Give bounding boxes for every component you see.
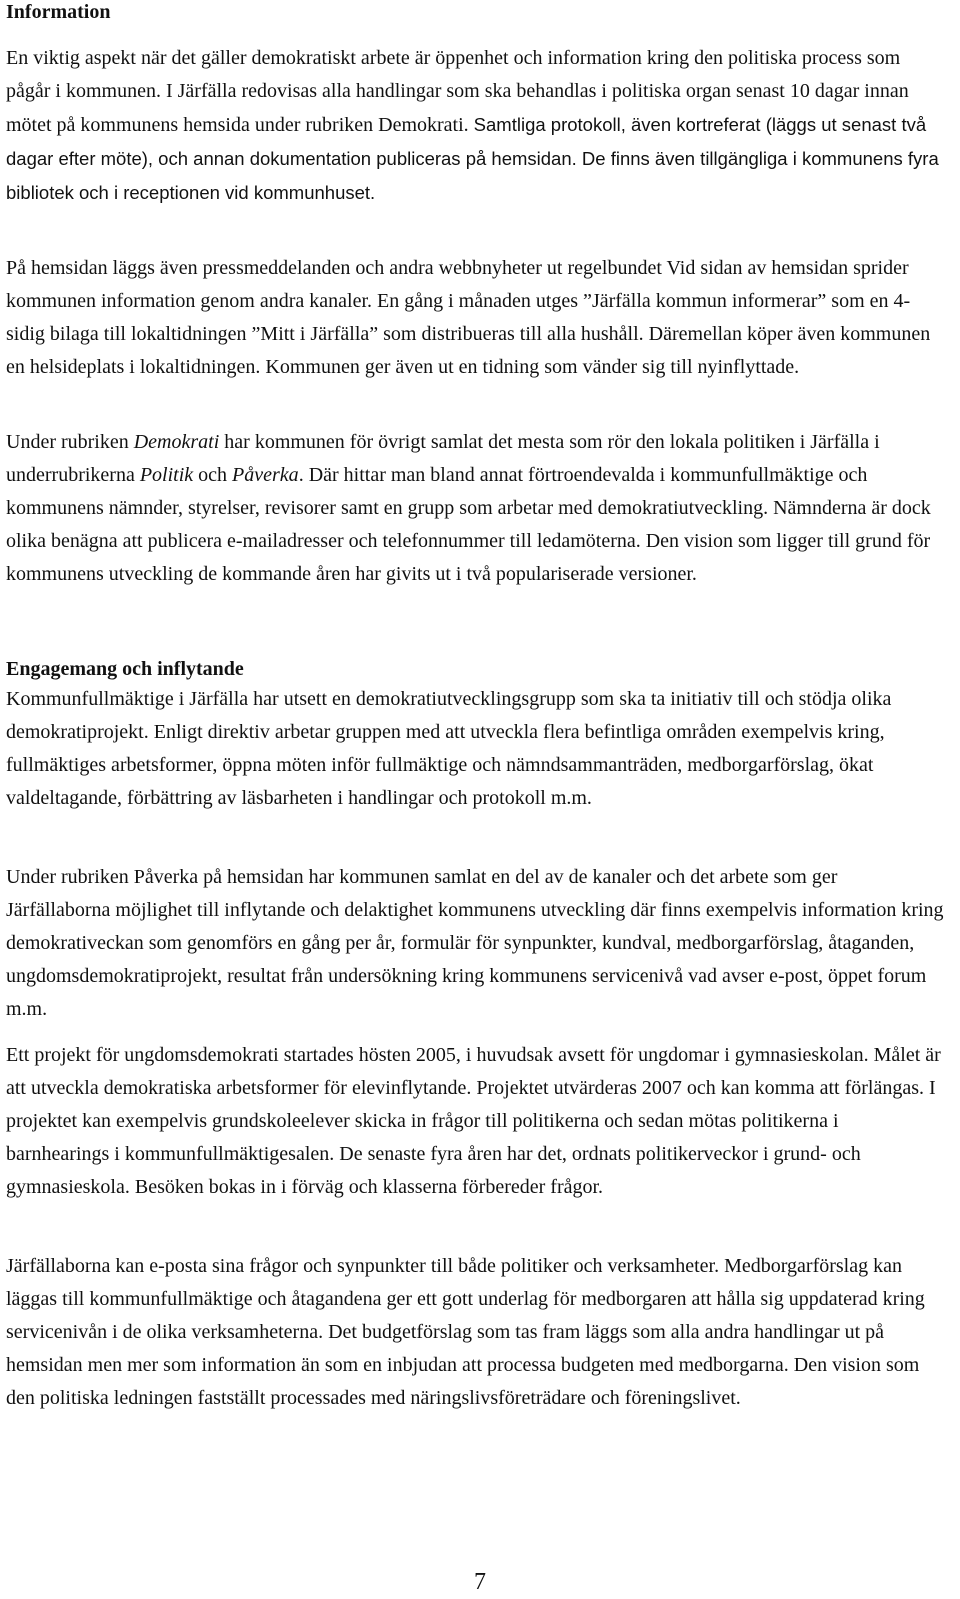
text-fragment: och: [193, 464, 233, 486]
paragraph-press-releases: På hemsidan läggs även pressmeddelanden och andra webbnyheter ut regelbundet Vid sidan av hemsidan sprider kommunen information genom andra kanaler. En gång i månaden utges ”Järfälla kommun informerar” som en 4-sidig bilaga till lokaltidningen ”Mitt i Järfälla” som distribueras till alla hushåll. Däremellan köper även kommunen en helsideplats i lokaltidningen. Kommunen ger även ut en tidning som vänder sig till nyinflyttade.: [6, 257, 931, 378]
page-number: 7: [474, 1569, 486, 1595]
paragraph-demokratiutvecklingsgrupp: Kommunfullmäktige i Järfälla har utsett en demokratiutvecklingsgrupp som ska ta initiativ till och stödja olika demokratiprojekt. Enligt direktiv arbetar gruppen med att utveckla flera befintliga områden exempelvis kring, fullmäktiges arbetsformer, öppna möten inför fullmäktige och nämndsammanträden, medborgarförslag, ökat valdeltagande, förbättring av läsbarheten i handlingar och protokoll m.m.: [6, 688, 892, 809]
paragraph-paverka-section: Under rubriken Påverka på hemsidan har kommunen samlat en del av de kanaler och det arbete som ger Järfällaborna möjlighet till inflytande och delaktighet kommunens utveckling där finns exempelvis information kring demokrativeckan som genomförs en gång per år, formulär för synpunkter, kundval, medborgarförslag, åtaganden, ungdomsdemokratiprojekt, resultat från undersökning kring kommunens servicenivå vad avser e-post, öppet forum m.m.: [6, 866, 944, 1020]
heading-engagemang: Engagemang och inflytande: [6, 658, 244, 680]
emphasis-demokrati: Demokrati: [133, 431, 220, 453]
emphasis-politik: Politik: [139, 464, 194, 486]
heading-information: Information: [6, 1, 111, 23]
paragraph-information-intro: [6, 42, 946, 210]
emphasis-paverka: Påverka: [232, 464, 299, 486]
paragraph-information-protocols-text: Samtliga protokoll, även kortreferat (läggs ut senast två dagar efter möte), och annan dokumentation publiceras på hemsidan. De finns även tillgängliga i kommunens fyra bibliotek och i receptionen vid kommunhuset.: [6, 114, 939, 203]
text-fragment: Under rubriken: [6, 431, 134, 453]
paragraph-ungdomsdemokrati: Ett projekt för ungdomsdemokrati startades hösten 2005, i huvudsak avsett för ungdomar i gymnasieskolan. Målet är att utveckla demokratiska arbetsformer för elevinflytande. Projektet utvärderas 2007 och kan komma att förlängas. I projektet kan exempelvis grundskoleelever skicka in frågor till politikerna och sedan mötas politikerna i barnhearings i kommunfullmäktigesalen. De senaste fyra åren har det, ordnats politikerveckor i grund- och gymnasieskola. Besöken bokas in i förväg och klasserna förbereder frågor.: [6, 1044, 941, 1198]
paragraph-information-intro-text: En viktig aspekt när det gäller demokratiskt arbete är öppenhet och information kring den politiska process som pågår i kommunen. I Järfälla redovisas alla handlingar som ska behandlas i politiska organ senast 10 dagar innan mötet på kommunens hemsida under rubriken Demokrati.: [6, 47, 909, 136]
paragraph-demokrati-section: [6, 426, 946, 591]
paragraph-e-post-medborgarforslag: Järfällaborna kan e-posta sina frågor och synpunkter till både politiker och verksamheter. Medborgarförslag kan läggas till kommunfullmäktige och åtagandena ger ett gott underlag för medborgaren att hålla sig uppdaterad kring servicenivån i de olika verksamheterna. Det budgetförslag som tas fram läggs som alla andra handlingar ut på hemsidan men mer som information än som en inbjudan att processa budgeten med medborgarna. Den vision som den politiska ledningen fastställt processades med näringslivsföreträdare och föreningslivet.: [6, 1255, 925, 1409]
text-fragment: . Där hittar man bland annat förtroendevalda i kommunfullmäktige och kommunens nämnder, styrelser, revisorer samt en grupp som arbetar med demokratiutveckling. Nämnderna är dock olika benägna att publicera e-mailadresser och telefonnummer till ledamöterna. Den vision som ligger till grund för kommunens utveckling de kommande åren har givits ut i två populariserade versioner.: [6, 464, 931, 585]
text-fragment: har kommunen för övrigt samlat det mesta som rör den lokala politiken i Järfälla i underrubrikerna: [6, 431, 880, 486]
